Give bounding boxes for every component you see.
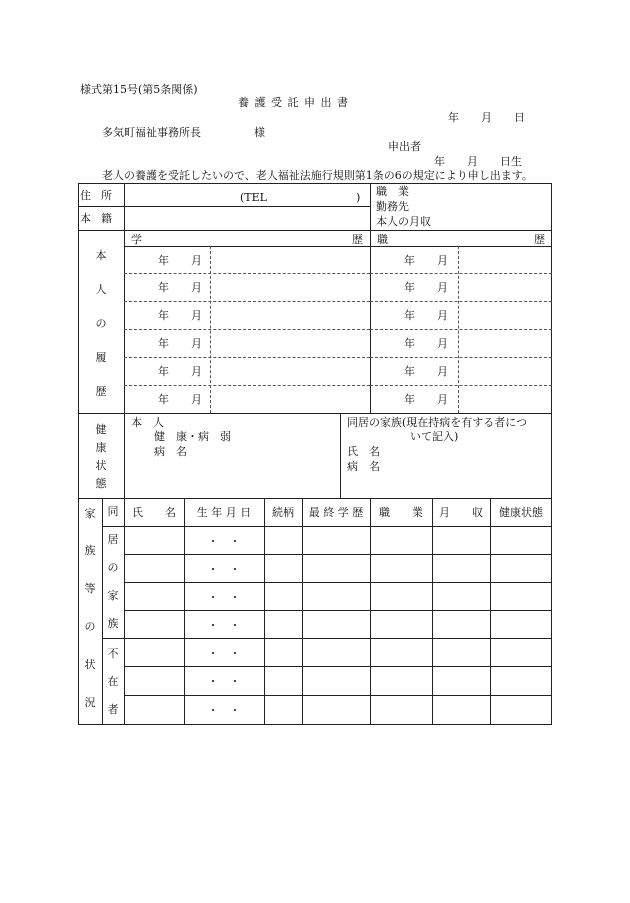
self-label: 本 人 xyxy=(131,416,164,429)
family-health-label-2: いて記入) xyxy=(410,430,459,443)
edu-header-b: 歴 xyxy=(352,233,363,246)
col-education: 最 終 学 歴 xyxy=(308,506,364,519)
honorific: 様 xyxy=(254,126,265,139)
col-health: 健康状態 xyxy=(499,506,543,519)
occupation-label: 職 業 xyxy=(376,185,409,198)
edu-row-date: 年 月 xyxy=(158,309,202,322)
honseki-label: 本籍 xyxy=(80,212,122,225)
workplace-label: 勤務先 xyxy=(376,200,409,213)
job-row-date: 年 月 xyxy=(404,309,448,322)
date-dots: ・ ・ xyxy=(207,535,241,548)
disease-label: 病 名 xyxy=(154,445,187,458)
job-row-date: 年 月 xyxy=(404,365,448,378)
family-health-label: 同居の家族(現在持病を有する者につ xyxy=(347,416,528,429)
date-dots: ・ ・ xyxy=(207,647,241,660)
date-dots: ・ ・ xyxy=(207,704,241,717)
job-row-date: 年 月 xyxy=(404,337,448,350)
date-dots: ・ ・ xyxy=(207,591,241,604)
date-dots: ・ ・ xyxy=(207,675,241,688)
form-title: 養 護 受 託 申 出 書 xyxy=(238,96,349,109)
edu-row-date: 年 月 xyxy=(158,281,202,294)
application-table xyxy=(78,183,552,725)
job-row-date: 年 月 xyxy=(404,281,448,294)
col-birthdate: 生 年 月 日 xyxy=(196,506,252,519)
tel-open: (TEL xyxy=(240,191,267,204)
edu-header-a: 学 xyxy=(131,233,142,246)
col-relation: 続柄 xyxy=(272,506,294,519)
applicant-label: 申出者 xyxy=(388,140,421,153)
addressee: 多気町福祉事務所長 xyxy=(102,126,201,139)
edu-row-date: 年 月 xyxy=(158,365,202,378)
col-name: 氏 名 xyxy=(132,506,176,519)
header-date: 年 月 日 xyxy=(448,111,525,124)
edu-row-date: 年 月 xyxy=(158,254,202,267)
date-dots: ・ ・ xyxy=(207,619,241,632)
edu-row-date: 年 月 xyxy=(158,393,202,406)
health-status-label: 健 康・病 弱 xyxy=(154,430,231,443)
edu-row-date: 年 月 xyxy=(158,337,202,350)
family-name-label: 氏 名 xyxy=(347,445,380,458)
tel-close: ) xyxy=(356,191,361,204)
date-dots: ・ ・ xyxy=(207,563,241,576)
form-number: 様式第15号(第5条関係) xyxy=(80,83,198,96)
income-label: 本人の月収 xyxy=(376,215,431,228)
address-label: 住所 xyxy=(80,189,122,202)
col-occupation: 職 業 xyxy=(379,506,423,519)
job-header-b: 歴 xyxy=(534,233,545,246)
family-disease-label: 病 名 xyxy=(347,460,380,473)
statement: 老人の養護を受託したいので、老人福祉法施行規則第1条の6の規定により申し出ます。 xyxy=(102,169,533,182)
birthdate-label: 年 月 日生 xyxy=(434,155,522,168)
job-header-a: 職 xyxy=(377,233,388,246)
col-income: 月 収 xyxy=(439,506,483,519)
job-row-date: 年 月 xyxy=(404,254,448,267)
job-row-date: 年 月 xyxy=(404,393,448,406)
